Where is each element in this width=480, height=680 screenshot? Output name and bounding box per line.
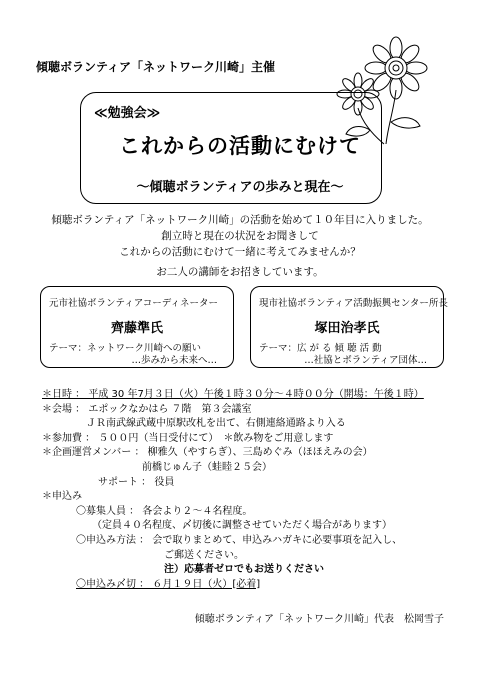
footer-signature: 傾聴ボランティア「ネットワーク川崎」代表 松岡雪子 (194, 614, 444, 625)
intro-line: これからの活動にむけて一緒に考えてみませんか？ (119, 246, 361, 258)
intro-line: 創立時と現在の状況をお聞きして (161, 230, 319, 242)
intro-text (0, 212, 480, 260)
recruit-line: 〇募集人員 ： 各会より２～４名程度。 (76, 505, 253, 517)
speaker-theme-sub: …社協とボランティア団体… (304, 355, 427, 366)
speaker-name: 齊藤準氏 (110, 321, 163, 336)
apply-header: ＊申込み (42, 491, 82, 503)
organizer-line: 傾聴ボランティア「ネットワーク川崎」主催 (36, 60, 276, 74)
invite-text: お二人の講師をお招きしています。 (156, 266, 324, 278)
speaker-role: 現市社協ボランティア活動振興センター所長 (259, 298, 448, 309)
speaker-role: 元市社協ボランティアコーディネーター (49, 298, 219, 309)
method-note: 注）応募者ゼロでもお送りください (164, 564, 324, 576)
speaker-theme-sub: …歩みから未来へ… (131, 355, 217, 366)
recruit-note: （定員４０名程度、〆切後に調整させていただく場合があります） (92, 520, 392, 532)
speaker-theme: テーマ：広 が る 傾 聴 活 動 (259, 343, 382, 354)
event-details (42, 388, 424, 592)
planners-line-2: 前橋じゅん子（蛙睦２５会） (142, 461, 272, 473)
fee-line: ＊参加費 ： ５００円（当日受付にて） ＊飲み物をご用意します (42, 432, 334, 444)
date-line: ＊日時 ： 平成 30 年7月３日（火）午後１時３０分～４時００分（開場：午後１時） (42, 389, 424, 400)
intro-line: 傾聴ボランティア「ネットワーク川崎」の活動を始めて１０年目に入りました。 (51, 214, 429, 226)
session-label: ≪勉強会≫ (94, 106, 161, 121)
speaker-card-1 (40, 286, 234, 368)
speaker-card-2 (250, 286, 448, 368)
method-line-2: ご郵送ください。 (164, 549, 244, 561)
deadline-line: 〇申込み〆切 ： ６月１９日（火）[必着] (76, 578, 261, 590)
speaker-theme: テーマ：ネットワーク川崎への願い (49, 343, 202, 354)
planners-line: ＊企画運営メンバー ： 柳雅久（やすらぎ）、三島めぐみ（ほほえみの会） (42, 447, 373, 459)
page-title: これからの活動にむけて (119, 134, 361, 158)
speaker-name: 塚田治孝氏 (314, 321, 380, 336)
venue-access-line: ＪＲ南武線武蔵中原駅改札を出て、右側連絡通路より入る (86, 418, 346, 430)
page-subtitle: ～傾聴ボランティアの歩みと現在～ (136, 180, 344, 195)
venue-line: ＊会場 ： エポックなかはら ７階 第３会議室 (42, 403, 252, 415)
method-line: 〇申込み方法 ： 会で取りまとめて、申込みハガキに必要事項を記入し、 (76, 534, 403, 546)
support-line: サポート ： 役員 (98, 476, 175, 488)
